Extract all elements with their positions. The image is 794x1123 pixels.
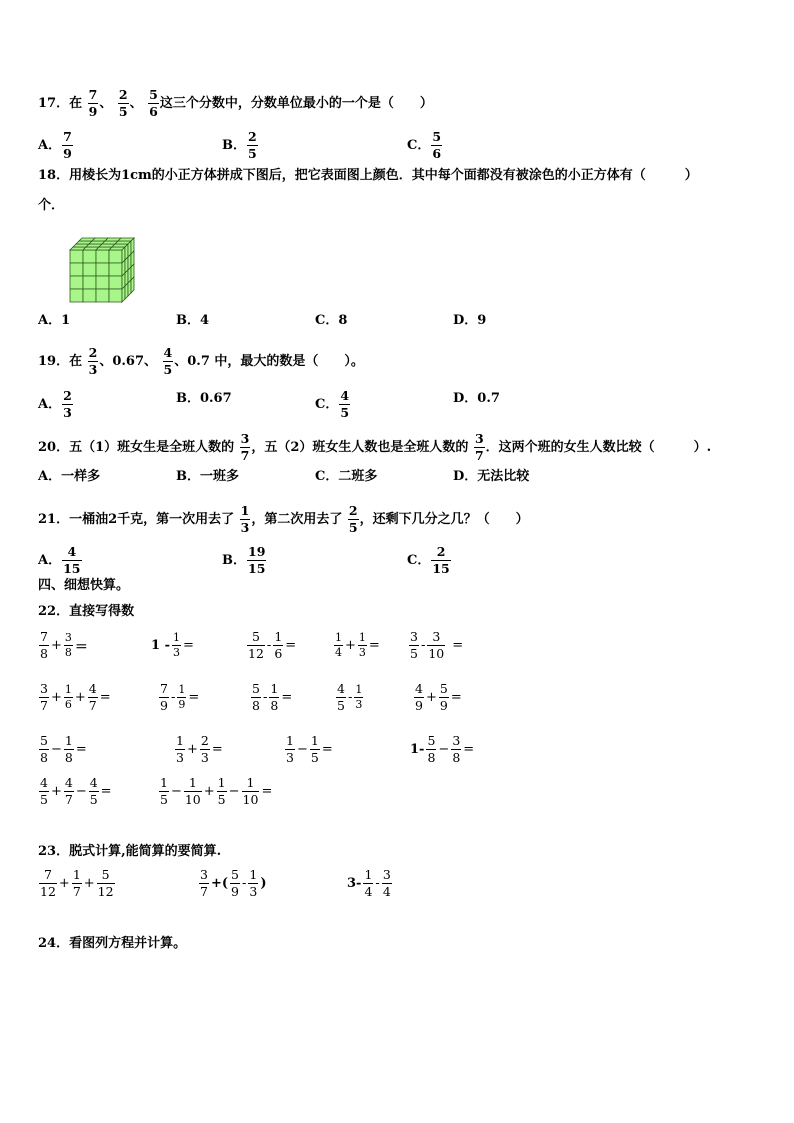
option-17-a[interactable]: A． $\frac{7}{9}$ xyxy=(38,129,72,161)
option-18-d[interactable]: D．9 xyxy=(453,313,487,328)
expr-22-2-5: $\frac{4}{9}$ + $\frac{5}{9}$ = xyxy=(415,681,462,713)
expr-22-2-4: $\frac{4}{5}$ - $\frac{1}{3}$ xyxy=(337,681,363,713)
option-17-c[interactable]: C． $\frac{5}{6}$ xyxy=(407,129,442,161)
cube-figure xyxy=(64,236,138,304)
option-19-b[interactable]: B．0.67 xyxy=(176,391,232,406)
expr-22-3-3: $\frac{1}{3}$ − $\frac{1}{5}$ = xyxy=(286,733,333,765)
question-18: 18．用棱长为1cm的小正方体拼成下图后，把它表面图上颜色．其中每个面都没有被涂色的小正方体有（ ） xyxy=(38,168,698,183)
option-18-b[interactable]: B．4 xyxy=(176,313,210,328)
question-17: 17．在 $\frac{7}{9}$ 、 $\frac{2}{5}$ 、 $\frac{5}{6}$ 这三个分数中，分数单位最小的一个是（ ） xyxy=(38,87,433,119)
expr-22-3-4: 1- $\frac{5}{8}$ − $\frac{3}{8}$ = xyxy=(410,733,475,765)
cube-front-cell xyxy=(83,263,96,276)
cube-side-cell xyxy=(128,280,131,296)
expr-22-3-1: $\frac{5}{8}$ − $\frac{1}{8}$ = xyxy=(40,733,87,765)
cube-front-cell xyxy=(109,276,122,289)
fraction: $\frac{2}{3}$ xyxy=(88,345,98,377)
fraction: $\frac{3}{7}$ xyxy=(474,431,484,463)
option-19-c[interactable]: C． $\frac{4}{5}$ xyxy=(315,388,350,420)
cube-front-cell xyxy=(83,250,96,263)
fraction: $\frac{2}{5}$ xyxy=(118,87,128,119)
cube-front-cell xyxy=(109,263,122,276)
fraction: $\frac{2}{5}$ xyxy=(248,129,257,161)
cube-front-cell xyxy=(83,276,96,289)
option-20-d[interactable]: D．无法比较 xyxy=(453,469,530,484)
option-19-a[interactable]: A． $\frac{2}{3}$ xyxy=(38,388,72,420)
option-20-b[interactable]: B．一班多 xyxy=(176,469,239,484)
fraction: $\frac{5}{6}$ xyxy=(432,129,442,161)
expr-22-3-2: $\frac{1}{3}$ + $\frac{2}{3}$ = xyxy=(176,733,223,765)
question-23-title: 23．脱式计算,能简算的要简算. xyxy=(38,844,222,859)
option-21-a[interactable]: A． $\frac{4}{15}$ xyxy=(38,544,81,576)
expr-22-1-2: 1 - $\frac{1}{3}$ = xyxy=(151,631,194,659)
expr-23-3: 3- $\frac{1}{4}$ - $\frac{3}{4}$ xyxy=(347,867,391,899)
question-22-title: 22．直接写得数 xyxy=(38,604,135,619)
expr-22-1-4: $\frac{1}{4}$ + $\frac{1}{3}$ = xyxy=(335,631,380,659)
cube-front-cell xyxy=(70,263,83,276)
cube-side-cell xyxy=(131,277,134,293)
fraction: $\frac{5}{6}$ xyxy=(149,87,158,119)
cube-front-cell xyxy=(83,289,96,302)
fraction: $\frac{7}{9}$ xyxy=(88,87,98,119)
expr-22-1-3: $\frac{5}{12}$ - $\frac{1}{6}$ = xyxy=(248,629,297,661)
fraction: $\frac{4}{5}$ xyxy=(163,345,173,377)
option-17-b[interactable]: B． $\frac{2}{5}$ xyxy=(222,129,257,161)
cube-front-cell xyxy=(96,276,109,289)
cube-front-cell xyxy=(109,250,122,263)
cube-front-cell xyxy=(70,289,83,302)
cube-front-cell xyxy=(109,289,122,302)
cube-side-cell xyxy=(122,286,125,302)
fraction: $\frac{19}{15}$ xyxy=(248,544,266,576)
question-24-title: 24．看图列方程并计算。 xyxy=(38,936,187,951)
option-21-b[interactable]: B． $\frac{19}{15}$ xyxy=(222,544,266,576)
fraction: $\frac{2}{3}$ xyxy=(63,388,72,420)
option-20-c[interactable]: C．二班多 xyxy=(315,469,378,484)
option-21-c[interactable]: C． $\frac{2}{15}$ xyxy=(407,544,450,576)
question-21: 21．一桶油2千克，第一次用去了 $\frac{1}{3}$ ，第二次用去了 $\frac{2}{5}$ ，还剩下几分之几？（ ） xyxy=(38,503,529,535)
cube-side-cell xyxy=(125,283,128,299)
fraction: $\frac{4}{15}$ xyxy=(63,544,81,576)
option-20-a[interactable]: A．一样多 xyxy=(38,469,101,484)
expr-22-2-2: $\frac{7}{9}$ - $\frac{1}{9}$ = xyxy=(160,681,200,713)
cube-front-cell xyxy=(70,276,83,289)
cube-front-cell xyxy=(96,289,109,302)
option-18-a[interactable]: A．1 xyxy=(38,313,71,328)
cube-front-cell xyxy=(96,263,109,276)
option-18-c[interactable]: C．8 xyxy=(315,313,348,328)
cube-front-cell xyxy=(96,250,109,263)
expr-22-4-1: $\frac{4}{5}$ + $\frac{4}{7}$ − $\frac{4}{5}$ = xyxy=(40,775,112,807)
question-20: 20．五（1）班女生是全班人数的 $\frac{3}{7}$ ，五（2）班女生人数也是全班人数的 $\frac{3}{7}$ ．这两个班的女生人数比较（ ）. xyxy=(38,431,712,463)
expr-22-4-2: $\frac{1}{5}$ − $\frac{1}{10}$ + $\frac{1}{5}$ − $\frac{1}{10}$ = xyxy=(160,775,273,807)
expr-23-1: $\frac{7}{12}$ + $\frac{1}{7}$ + $\frac{5}{12}$ xyxy=(40,867,114,899)
expr-23-2: $\frac{3}{7}$ +( $\frac{5}{9}$ - $\frac{1}{3}$ ) xyxy=(200,867,267,899)
option-19-d[interactable]: D．0.7 xyxy=(453,391,500,406)
fraction: $\frac{3}{7}$ xyxy=(240,431,250,463)
fraction: $\frac{2}{15}$ xyxy=(432,544,450,576)
expr-22-2-3: $\frac{5}{8}$ - $\frac{1}{8}$ = xyxy=(252,681,293,713)
expr-22-1-1: $\frac{7}{8}$ + $\frac{3}{8}$ ＝ xyxy=(40,629,88,661)
section-heading: 四、细想快算。 xyxy=(38,578,130,593)
fraction: $\frac{7}{9}$ xyxy=(63,129,72,161)
cube-front-cell xyxy=(70,250,83,263)
fraction: $\frac{2}{5}$ xyxy=(348,503,358,535)
fraction: $\frac{1}{3}$ xyxy=(240,503,250,535)
question-19: 19．在 $\frac{2}{3}$ 、0.67、 $\frac{4}{5}$ 、0.7 中，最大的数是（ ）。 xyxy=(38,345,364,377)
expr-22-2-1: $\frac{3}{7}$ + $\frac{1}{6}$ + $\frac{4}{7}$ = xyxy=(40,681,111,713)
question-18-tail: 个． xyxy=(38,198,65,213)
expr-22-1-5: $\frac{3}{5}$ - $\frac{3}{10}$ = xyxy=(410,629,464,661)
fraction: $\frac{4}{5}$ xyxy=(340,388,350,420)
